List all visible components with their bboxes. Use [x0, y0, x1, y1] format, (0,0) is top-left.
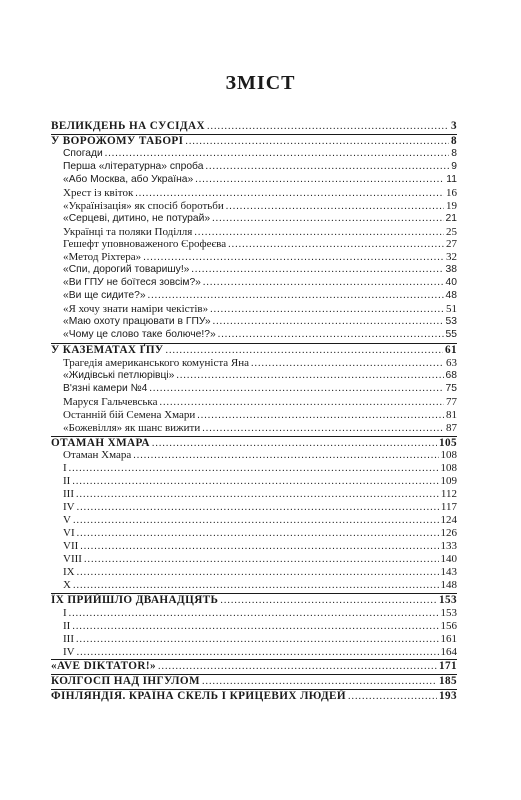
entry-title: «Серцеві, дитино, не потурай» [63, 212, 211, 224]
entry-title: Українці та поляки Поділля [63, 225, 193, 238]
page-number: 185 [439, 675, 457, 688]
toc-subentry [51, 329, 457, 342]
page-number: 153 [439, 593, 457, 606]
page-number: 153 [440, 606, 457, 619]
toc-subentry [51, 462, 457, 475]
dot-leader [226, 201, 444, 213]
toc-subentry [51, 449, 457, 462]
entry-title: IV [63, 645, 75, 658]
page-number: 108 [440, 462, 457, 475]
page-number: 32 [446, 251, 457, 264]
dot-leader [76, 634, 439, 646]
page-number: 161 [440, 632, 457, 645]
page-number: 19 [446, 199, 457, 212]
dot-leader [202, 676, 437, 688]
toc-subentry [51, 607, 457, 620]
dot-leader [72, 476, 438, 488]
entry-title: У КАЗЕМАТАХ ҐПУ [51, 343, 164, 356]
entry-title: II [63, 475, 71, 488]
page-number: 133 [440, 540, 457, 552]
page-number: 148 [440, 578, 457, 591]
entry-title: ФІНЛЯНДІЯ. КРАЇНА СКЕЛЬ І КРИЦЕВИХ ЛЮДЕЙ [51, 690, 347, 703]
page-number: 109 [440, 475, 457, 488]
dot-leader [176, 370, 443, 383]
toc-section-entry [51, 135, 457, 148]
dot-leader [69, 463, 439, 475]
dot-leader [152, 438, 437, 450]
page-number: 143 [440, 565, 457, 578]
page-number: 11 [446, 173, 457, 185]
entry-title: «Божевілля» як шанс вижити [63, 421, 201, 434]
entry-title: Останній бій Семена Хмари [63, 408, 196, 421]
toc-subentry [51, 357, 457, 370]
toc-subentry [51, 475, 457, 488]
toc-subentry [51, 277, 457, 290]
dot-leader [207, 121, 449, 133]
toc-subentry [51, 200, 457, 213]
dot-leader [191, 264, 443, 277]
page-number: 3 [451, 120, 457, 132]
page-number: 55 [445, 329, 457, 340]
page-number: 27 [446, 238, 457, 251]
toc-subentry [51, 396, 457, 409]
page-number: 164 [440, 645, 457, 658]
dot-leader [148, 290, 444, 303]
dot-leader [84, 554, 439, 566]
entry-title: У ВОРОЖОМУ ТАБОРІ [51, 134, 184, 147]
entry-title: «Жидівські петлюрівці» [63, 369, 175, 381]
entry-title: III [63, 488, 74, 501]
entry-title: «Чому це слово таке болюче!?» [63, 329, 216, 340]
page-number: 38 [445, 264, 457, 276]
toc-subentry [51, 303, 457, 316]
entry-title: I [63, 606, 67, 619]
page-number: 124 [440, 514, 457, 527]
toc-subentry [51, 527, 457, 540]
dot-leader [202, 423, 444, 435]
dot-leader [205, 161, 449, 174]
page-number: 25 [446, 225, 457, 238]
entry-title: ЇХ ПРИЙШЛО ДВАНАДЦЯТЬ [51, 593, 219, 606]
dot-leader [80, 541, 438, 553]
page-number: 40 [445, 277, 457, 289]
page-number: 53 [445, 316, 457, 328]
toc-subentry [51, 383, 457, 396]
dot-leader [197, 410, 444, 422]
entry-title: «Спи, дорогий товаришу!» [63, 264, 190, 276]
toc-section-entry [51, 675, 457, 688]
entry-title: ОТАМАН ХМАРА [51, 436, 150, 449]
dot-leader [220, 595, 437, 607]
toc-section-entry [51, 437, 457, 450]
dot-leader [195, 174, 444, 187]
entry-title: Перша «літературна» спроба [63, 160, 204, 172]
entry-title: VI [63, 527, 75, 540]
toc-section-entry [51, 660, 457, 673]
toc-subentry [51, 488, 457, 501]
dot-leader [77, 502, 439, 514]
page-number: 108 [440, 449, 457, 462]
dot-leader [251, 358, 444, 370]
dot-leader [348, 691, 437, 703]
dot-leader [76, 489, 439, 501]
page-number: 8 [451, 134, 457, 147]
toc-subentry [51, 566, 457, 579]
page-title: ЗМІСТ [225, 72, 296, 94]
dot-leader [166, 345, 443, 357]
toc-section-entry [51, 120, 457, 133]
entry-title: Хрест із квіток [63, 186, 134, 199]
toc-subentry [51, 264, 457, 277]
dot-leader [159, 397, 444, 409]
toc-subentry [51, 409, 457, 422]
dot-leader [105, 148, 450, 161]
page-number: 193 [439, 690, 457, 703]
entry-title: VIII [63, 552, 82, 565]
dot-leader [77, 647, 439, 659]
table-of-contents [51, 120, 457, 703]
page-number: 77 [446, 395, 457, 408]
dot-leader [143, 252, 444, 264]
entry-title: Гешефт уповноваженого Єрофеєва [63, 238, 227, 251]
page-number: 21 [445, 212, 457, 224]
dot-leader [203, 277, 444, 290]
page-number: 68 [445, 369, 457, 381]
entry-title: КОЛГОСП НАД ІНГУЛОМ [51, 675, 200, 688]
page-number: 61 [445, 343, 457, 356]
page-number: 16 [446, 186, 457, 199]
toc-subentry [51, 422, 457, 435]
entry-title: ВЕЛИКДЕНЬ НА СУСІДАХ [51, 120, 205, 132]
entry-title: «Ви ГПУ не боїтеся зовсім?» [63, 277, 201, 289]
dot-leader [73, 515, 439, 527]
entry-title: VII [63, 540, 79, 552]
page-number: 171 [439, 660, 457, 673]
dot-leader [149, 383, 443, 396]
dot-leader [158, 661, 437, 673]
toc-subentry [51, 251, 457, 264]
dot-leader [210, 304, 444, 316]
entry-title: I [63, 462, 67, 475]
page-number: 75 [445, 382, 457, 394]
toc-subentry [51, 501, 457, 514]
dot-leader [72, 621, 438, 633]
toc-subentry [51, 633, 457, 646]
entry-title: V [63, 514, 71, 527]
toc-subentry [51, 226, 457, 239]
entry-title: Отаман Хмара [63, 449, 132, 462]
dot-leader [77, 528, 439, 540]
page-number: 117 [440, 501, 457, 514]
page-number: 126 [440, 527, 457, 540]
page-number: 87 [446, 421, 457, 434]
dot-leader [212, 213, 443, 226]
dot-leader [133, 450, 438, 462]
page-number: 9 [451, 160, 457, 172]
page-number: 51 [446, 303, 457, 316]
page-number: 81 [446, 408, 457, 421]
dot-leader [194, 227, 444, 239]
toc-section-entry [51, 344, 457, 357]
entry-title: «AVE DIKTATOR!» [51, 660, 156, 673]
dot-leader [77, 567, 439, 579]
toc-section-entry [51, 594, 457, 607]
toc-subentry [51, 553, 457, 566]
entry-title: «Маю охоту працювати в ГПУ» [63, 316, 211, 328]
toc-subentry [51, 187, 457, 200]
entry-title: «Я хочу знати наміри чекістів» [63, 303, 209, 316]
toc-subentry [51, 540, 457, 553]
page-number: 112 [440, 488, 457, 501]
entry-title: «Або Москва, або Україна» [63, 173, 194, 185]
entry-title: IV [63, 501, 75, 514]
entry-title: Трагедія американського комуніста Яна [63, 356, 250, 369]
page-number: 8 [451, 147, 457, 159]
entry-title: «Ви ще сидите?» [63, 290, 146, 302]
dot-leader [218, 329, 444, 342]
entry-title: Спогади [63, 147, 103, 159]
toc-subentry [51, 148, 457, 161]
page-number: 156 [440, 619, 457, 632]
toc-subentry [51, 514, 457, 527]
dot-leader [213, 316, 444, 329]
dot-leader [135, 188, 444, 200]
page-number: 105 [439, 436, 457, 449]
entry-title: III [63, 632, 74, 645]
toc-subentry [51, 290, 457, 303]
toc-subentry [51, 370, 457, 383]
toc-subentry [51, 213, 457, 226]
dot-leader [73, 580, 439, 592]
page-number: 140 [440, 552, 457, 565]
toc-section-entry [51, 690, 457, 703]
toc-subentry [51, 316, 457, 329]
page-number: 48 [445, 290, 457, 302]
dot-leader [185, 136, 449, 148]
toc-subentry [51, 579, 457, 592]
toc-subentry [51, 646, 457, 659]
page-number: 63 [446, 356, 457, 369]
toc-subentry [51, 174, 457, 187]
entry-title: «Метод Ріхтера» [63, 251, 142, 264]
entry-title: IX [63, 565, 75, 578]
toc-subentry [51, 620, 457, 633]
entry-title: «Українізація» як спосіб боротьби [63, 199, 224, 212]
dot-leader [228, 239, 444, 251]
entry-title: В'язні камери №4 [63, 382, 148, 394]
entry-title: II [63, 619, 71, 632]
entry-title: X [63, 578, 71, 591]
toc-subentry [51, 161, 457, 174]
entry-title: Маруся Гальчевська [63, 395, 158, 408]
toc-subentry [51, 238, 457, 251]
dot-leader [69, 608, 439, 620]
